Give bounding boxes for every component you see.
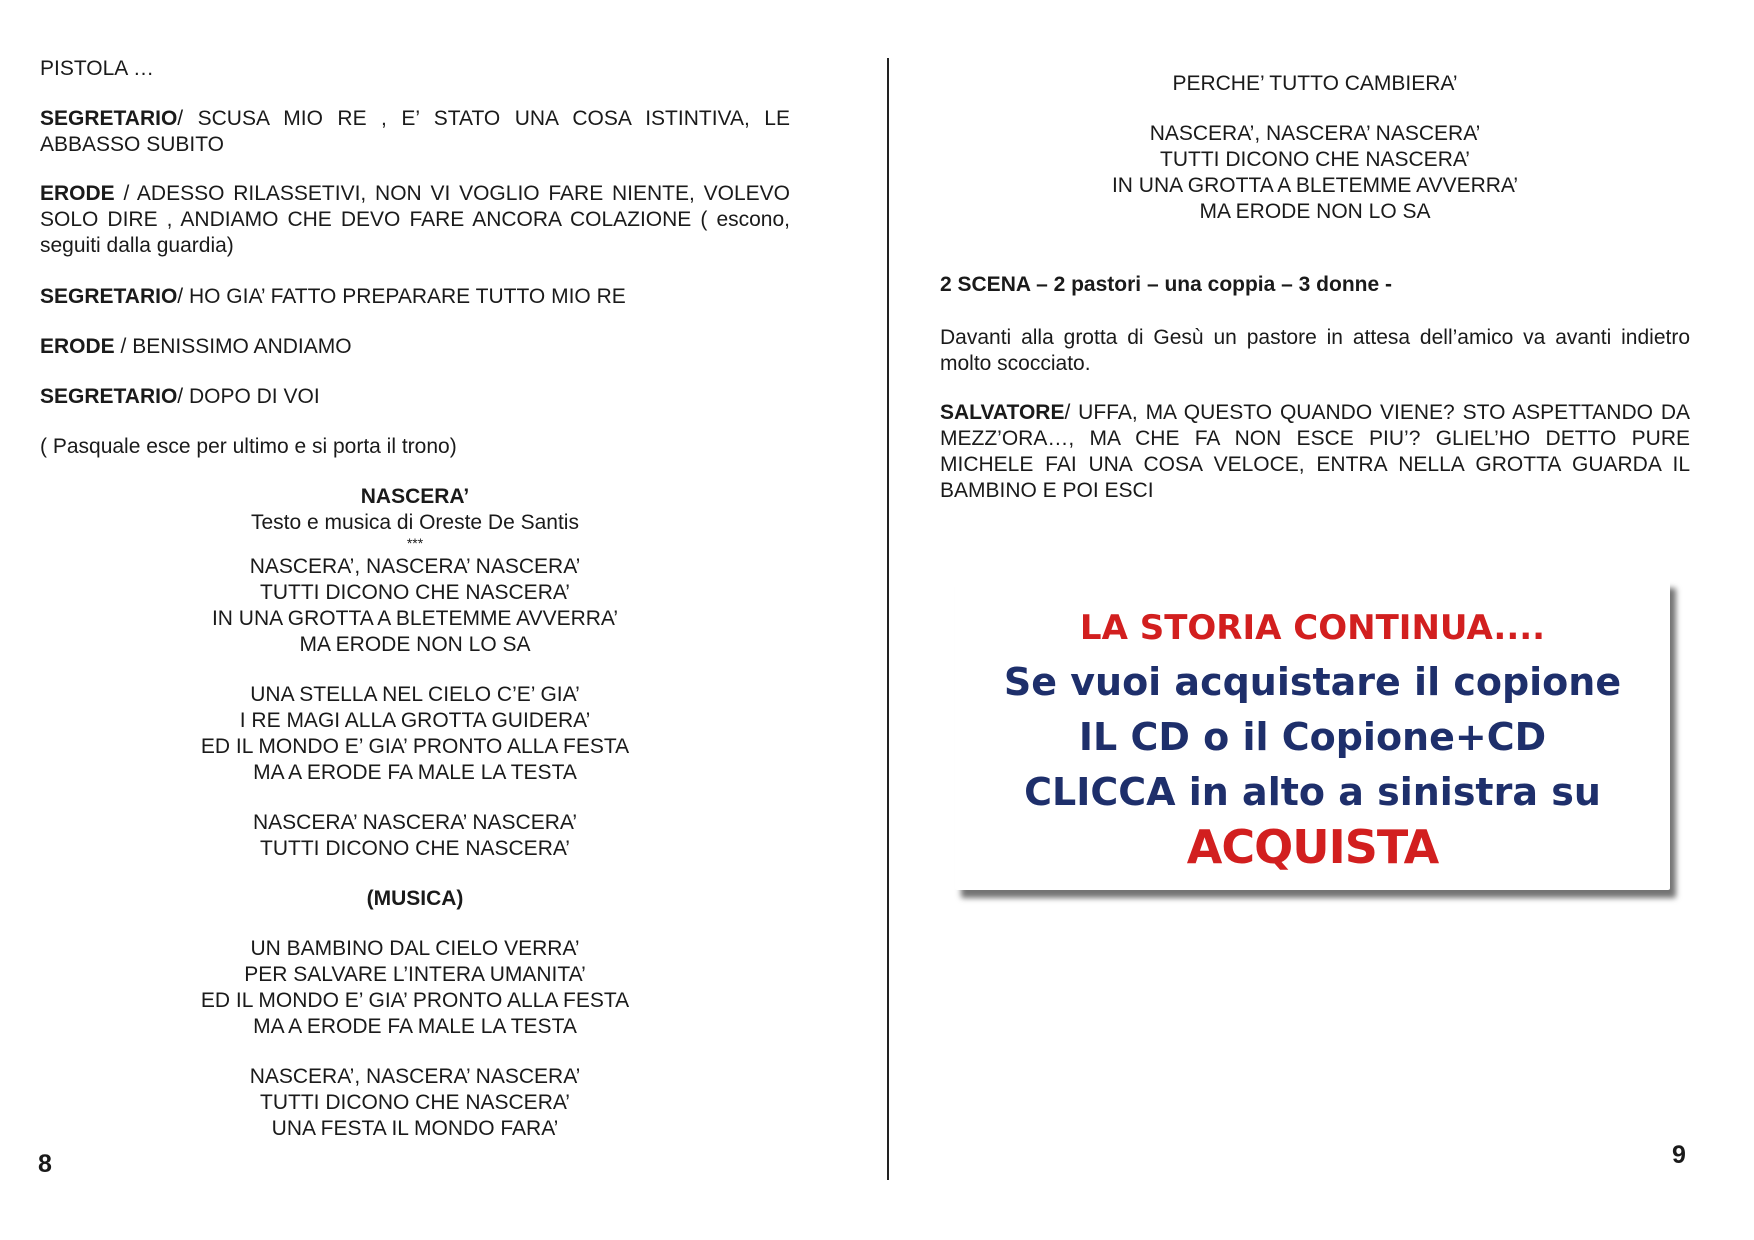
ad-line-cd: IL CD o il Copione+CD xyxy=(1078,715,1547,759)
stanza-3 xyxy=(40,810,790,862)
speaker-name: SEGRETARIO xyxy=(40,285,178,308)
speaker-name: ERODE xyxy=(40,335,115,358)
dialogue-text: / UFFA, MA QUESTO QUANDO VIENE? STO ASPETTANDO DA MEZZ’ORA…, MA CHE FA NON ESCE PIU’? GLIEL’HO DETTO PURE MICHELE FAI UNA COSA VELOCE, ENTRA NELLA GROTTA GUARDA IL BAMBINO E POI ESCI xyxy=(940,401,1690,502)
lyric-line: NASCERA’, NASCERA’ NASCERA’ xyxy=(249,555,581,578)
stanza-2 xyxy=(40,682,790,786)
lyric-line: PER SALVARE L’INTERA UMANITA’ xyxy=(244,963,586,986)
dialogue-segretario-1 xyxy=(40,106,790,158)
song-continuation xyxy=(940,71,1690,249)
lyric-line: MA A ERODE FA MALE LA TESTA xyxy=(253,1015,577,1038)
lyric-line: NASCERA’, NASCERA’ NASCERA’ xyxy=(1149,122,1481,145)
stage-direction: ( escono, seguiti dalla guardia) xyxy=(40,208,791,257)
text: PISTOLA … xyxy=(40,57,154,80)
lyric-line: MA ERODE NON LO SA xyxy=(299,633,531,656)
ad-line-acquista: ACQUISTA xyxy=(1186,820,1439,874)
lyric-line: UNA STELLA NEL CIELO C’E’ GIA’ xyxy=(250,683,580,706)
purchase-advert-box xyxy=(955,580,1670,890)
lyric-line: PERCHE’ TUTTO CAMBIERA’ xyxy=(1172,72,1458,95)
lyric-line: MA ERODE NON LO SA xyxy=(1199,200,1431,223)
speaker-name: ERODE xyxy=(40,182,115,205)
ad-line-clicca: CLICCA in alto a sinistra su xyxy=(1024,770,1601,814)
text: ( Pasquale esce per ultimo e si porta il trono) xyxy=(40,435,457,458)
dialogue-text: / ADESSO RILASSETIVI, NON VI VOGLIO FARE NIENTE, VOLEVO SOLO DIRE , ANDIAMO CHE DEVO FARE ANCORA COLAZIONE xyxy=(40,182,790,231)
speaker-name: SALVATORE xyxy=(940,401,1065,424)
lyric-line: I RE MAGI ALLA GROTTA GUIDERA’ xyxy=(239,709,591,732)
dialogue-segretario-3 xyxy=(40,384,790,410)
lyric-line: ED IL MONDO E’ GIA’ PRONTO ALLA FESTA xyxy=(200,735,630,758)
dialogue-salvatore xyxy=(940,400,1690,504)
lyric-line: TUTTI DICONO CHE NASCERA’ xyxy=(260,1091,570,1114)
stanza-5 xyxy=(40,1064,790,1142)
paragraph-pistola xyxy=(40,56,790,82)
stanza-cont-1 xyxy=(940,71,1690,97)
stanza-cont-2 xyxy=(940,121,1690,225)
lyric-line: ED IL MONDO E’ GIA’ PRONTO ALLA FESTA xyxy=(200,989,630,1012)
lyric-line: NASCERA’ NASCERA’ NASCERA’ xyxy=(252,811,577,834)
dialogue-text: / BENISSIMO ANDIAMO xyxy=(114,335,352,358)
dialogue-erode-2 xyxy=(40,334,790,360)
page-number-left: 8 xyxy=(38,1150,52,1178)
dialogue-text: / DOPO DI VOI xyxy=(177,385,320,408)
ad-line-storia: LA STORIA CONTINUA.... xyxy=(1079,608,1546,648)
dialogue-text: / HO GIA’ FATTO PREPARARE TUTTO MIO RE xyxy=(177,285,626,308)
song-title: NASCERA’ xyxy=(360,485,470,508)
lyric-line: UNA FESTA IL MONDO FARA’ xyxy=(271,1117,559,1140)
lyric-line: (MUSICA) xyxy=(366,887,464,910)
lyric-line: IN UNA GROTTA A BLETEMME AVVERRA’ xyxy=(1111,174,1519,197)
lyric-line: IN UNA GROTTA A BLETEMME AVVERRA’ xyxy=(211,607,619,630)
dialogue-segretario-2 xyxy=(40,284,790,310)
song-lyrics xyxy=(40,484,790,1166)
stanza-4 xyxy=(40,936,790,1040)
dialogue-erode-1 xyxy=(40,181,790,259)
ad-line-acquistare: Se vuoi acquistare il copione xyxy=(1003,660,1622,704)
lyric-line: NASCERA’, NASCERA’ NASCERA’ xyxy=(249,1065,581,1088)
scene-description: Davanti alla grotta di Gesù un pastore in attesa dell’amico va avanti indietro molto scocciato. xyxy=(940,326,1690,375)
lyric-line: TUTTI DICONO CHE NASCERA’ xyxy=(260,837,570,860)
lyric-line: UN BAMBINO DAL CIELO VERRA’ xyxy=(250,937,580,960)
speaker-name: SEGRETARIO xyxy=(40,385,178,408)
stanza-1 xyxy=(40,554,790,658)
stage-direction-paragraph xyxy=(40,434,790,460)
song-credit: Testo e musica di Oreste De Santis xyxy=(251,511,579,534)
separator-stars: *** xyxy=(406,535,424,551)
speaker-name: SEGRETARIO xyxy=(40,107,178,130)
lyric-line: MA A ERODE FA MALE LA TESTA xyxy=(253,761,577,784)
dialogue-text: / SCUSA MIO RE , E’ STATO UNA COSA ISTINTIVA, LE ABBASSO SUBITO xyxy=(40,107,790,156)
lyric-line: TUTTI DICONO CHE NASCERA’ xyxy=(260,581,570,604)
page-number-right: 9 xyxy=(1672,1141,1686,1169)
musica-label xyxy=(40,886,790,912)
lyric-line: TUTTI DICONO CHE NASCERA’ xyxy=(1160,148,1470,171)
scene-heading: 2 SCENA – 2 pastori – una coppia – 3 donne - xyxy=(940,273,1392,296)
